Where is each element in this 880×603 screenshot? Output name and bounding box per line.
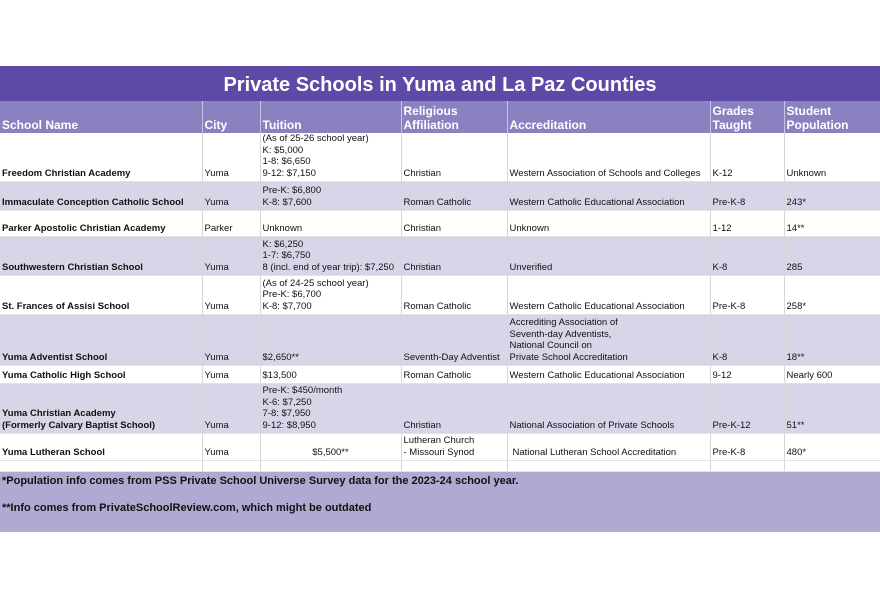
accreditation-cell: Western Catholic Educational Association <box>507 182 710 211</box>
city-cell: Yuma <box>202 276 260 315</box>
school-name-cell: Yuma Lutheran School <box>0 434 202 461</box>
population-cell: Nearly 600 <box>784 366 880 384</box>
grades-cell: K-12 <box>710 133 784 182</box>
empty-cell <box>260 461 401 472</box>
footnotes <box>0 472 880 532</box>
table-row <box>0 434 880 461</box>
empty-cell <box>0 461 202 472</box>
header-accreditation: Accreditation <box>507 101 710 133</box>
empty-cell <box>507 461 710 472</box>
accreditation-cell: Western Association of Schools and Colleges <box>507 133 710 182</box>
accreditation-cell: National Association of Private Schools <box>507 384 710 434</box>
accreditation-cell: Unverified <box>507 237 710 276</box>
religious-cell: Lutheran Church - Missouri Synod <box>401 434 507 461</box>
header-tuition: Tuition <box>260 101 401 133</box>
table-row <box>0 276 880 315</box>
table-row <box>0 237 880 276</box>
header-student-population: Student Population <box>784 101 880 133</box>
table-row <box>0 211 880 237</box>
table-row <box>0 384 880 434</box>
tuition-cell: $5,500** <box>260 434 401 461</box>
schools-table <box>0 101 880 472</box>
population-cell: 258* <box>784 276 880 315</box>
spacer-row <box>0 461 880 472</box>
tuition-cell: Unknown <box>260 211 401 237</box>
school-name-cell: Southwestern Christian School <box>0 237 202 276</box>
religious-cell: Roman Catholic <box>401 182 507 211</box>
grades-cell: Pre-K-12 <box>710 384 784 434</box>
population-cell: 285 <box>784 237 880 276</box>
table-row <box>0 315 880 366</box>
grades-cell: Pre-K-8 <box>710 434 784 461</box>
table-row <box>0 182 880 211</box>
grades-cell: K-8 <box>710 237 784 276</box>
table-row <box>0 133 880 182</box>
city-cell: Yuma <box>202 315 260 366</box>
tuition-cell: $13,500 <box>260 366 401 384</box>
empty-cell <box>710 461 784 472</box>
population-cell: 51** <box>784 384 880 434</box>
grades-cell: Pre-K-8 <box>710 182 784 211</box>
tuition-cell: K: $6,250 1-7: $6,750 8 (incl. end of year trip): $7,250 <box>260 237 401 276</box>
grades-cell: 1-12 <box>710 211 784 237</box>
empty-cell <box>401 461 507 472</box>
tuition-cell: Pre-K: $450/month K-6: $7,250 7-8: $7,950 9-12: $8,950 <box>260 384 401 434</box>
school-name-cell: Yuma Adventist School <box>0 315 202 366</box>
school-name-cell: St. Frances of Assisi School <box>0 276 202 315</box>
empty-cell <box>784 461 880 472</box>
religious-cell: Seventh-Day Adventist <box>401 315 507 366</box>
school-name-cell: Immaculate Conception Catholic School <box>0 182 202 211</box>
religious-cell: Christian <box>401 211 507 237</box>
city-cell: Yuma <box>202 182 260 211</box>
grades-cell: 9-12 <box>710 366 784 384</box>
tuition-cell: (As of 25-26 school year) K: $5,000 1-8: $6,650 9-12: $7,150 <box>260 133 401 182</box>
school-name-cell: Parker Apostolic Christian Academy <box>0 211 202 237</box>
city-cell: Yuma <box>202 366 260 384</box>
city-cell: Yuma <box>202 237 260 276</box>
population-cell: Unknown <box>784 133 880 182</box>
grades-cell: Pre-K-8 <box>710 276 784 315</box>
accreditation-cell: Accrediting Association of Seventh-day Adventists, National Council on Private School Accreditation <box>507 315 710 366</box>
tuition-cell: $2,650** <box>260 315 401 366</box>
religious-cell: Roman Catholic <box>401 366 507 384</box>
grades-cell: K-8 <box>710 315 784 366</box>
city-cell: Yuma <box>202 434 260 461</box>
schools-sheet <box>0 66 880 532</box>
school-name-cell: Yuma Christian Academy (Formerly Calvary Baptist School) <box>0 384 202 434</box>
tuition-cell: (As of 24-25 school year) Pre-K: $6,700 K-8: $7,700 <box>260 276 401 315</box>
population-cell: 18** <box>784 315 880 366</box>
header-religious-affiliation: Religious Affiliation <box>401 101 507 133</box>
religious-cell: Christian <box>401 237 507 276</box>
header-school-name: School Name <box>0 101 202 133</box>
population-cell: 243* <box>784 182 880 211</box>
empty-cell <box>202 461 260 472</box>
page-title: Private Schools in Yuma and La Paz Counties <box>0 66 880 101</box>
city-cell: Parker <box>202 211 260 237</box>
tuition-cell: Pre-K: $6,800 K-8: $7,600 <box>260 182 401 211</box>
school-name-cell: Yuma Catholic High School <box>0 366 202 384</box>
city-cell: Yuma <box>202 384 260 434</box>
header-city: City <box>202 101 260 133</box>
table-row <box>0 366 880 384</box>
population-cell: 14** <box>784 211 880 237</box>
school-name-cell: Freedom Christian Academy <box>0 133 202 182</box>
header-grades-taught: Grades Taught <box>710 101 784 133</box>
header-row <box>0 101 880 133</box>
accreditation-cell: Western Catholic Educational Association <box>507 276 710 315</box>
city-cell: Yuma <box>202 133 260 182</box>
religious-cell: Christian <box>401 384 507 434</box>
population-cell: 480* <box>784 434 880 461</box>
footnote-population: *Population info comes from PSS Private School Universe Survey data for the 2023-24 school year. <box>2 475 519 487</box>
accreditation-cell: Unknown <box>507 211 710 237</box>
footnote-source: **Info comes from PrivateSchoolReview.com, which might be outdated <box>2 502 372 514</box>
accreditation-cell: Western Catholic Educational Association <box>507 366 710 384</box>
religious-cell: Roman Catholic <box>401 276 507 315</box>
religious-cell: Christian <box>401 133 507 182</box>
accreditation-cell: National Lutheran School Accreditation <box>507 434 710 461</box>
